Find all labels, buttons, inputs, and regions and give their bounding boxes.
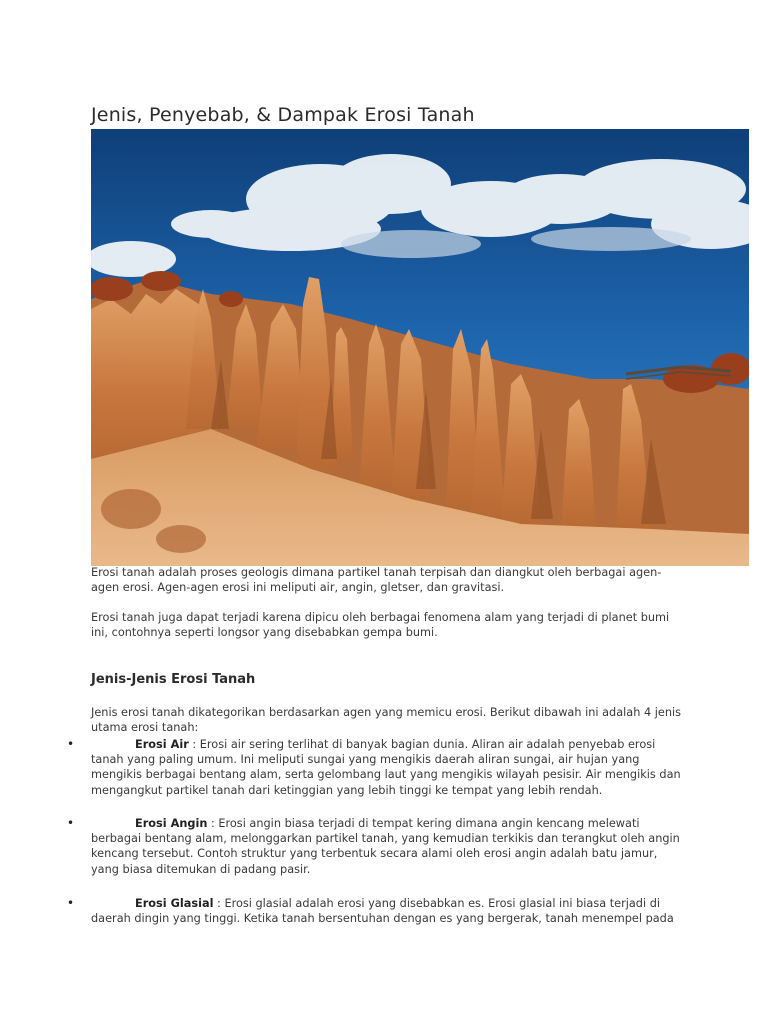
bullet-glyph: • [67,896,75,910]
list-item-text: : Erosi angin biasa terjadi di tempat kering dimana angin kencang melewati berbagai bentang alam, melonggarkan partikel tanah, yang kemudian terkikis dan terangkut oleh angin kencang tersebut. Contoh struktur yang terbentuk secara alami oleh erosi angin adalah batu jamur, yang biasa ditemukan di padang pasir. [91,817,680,876]
section-intro: Jenis erosi tanah dikategorikan berdasarkan agen yang memicu erosi. Berikut dibawah ini adalah 4 jenis utama erosi tanah: [91,706,682,735]
list-item [91,737,681,798]
page-title: Jenis, Penyebab, & Dampak Erosi Tanah [91,104,475,126]
bullet-glyph: • [67,737,75,751]
list-item [91,896,681,926]
intro-paragraph-2: Erosi tanah juga dapat terjadi karena dipicu oleh berbagai fenomena alam yang terjadi di planet bumi ini, contohnya seperti longsor yang disebabkan gempa bumi. [91,611,670,640]
list-item-term: Erosi Air [135,738,189,751]
bullet-glyph: • [67,816,75,830]
list-item [91,816,681,877]
list-item-text: : Erosi glasial adalah erosi yang disebabkan es. Erosi glasial ini biasa terjadi di daerah dingin yang tinggi. Ketika tanah bersentuhan dengan es yang bergerak, tanah menempel pada [91,897,674,926]
hero-image-earth-pyramids [91,129,749,566]
list-item-term: Erosi Glasial [135,897,214,910]
intro-paragraph-1: Erosi tanah adalah proses geologis dimana partikel tanah terpisah dan diangkut oleh berbagai agen-agen erosi. Agen-agen erosi ini meliputi air, angin, gletser, dan gravitasi. [91,566,662,595]
list-item-text: : Erosi air sering terlihat di banyak bagian dunia. Aliran air adalah penyebab erosi tanah yang paling umum. Ini meliputi sungai yang mengikis daerah aliran sungai, air hujan yang mengikis berbagai bentang alam, serta gelombang laut yang mengikis wilayah pesisir. Air mengikis dan mengangkut partikel tanah dari ketinggian yang lebih tinggi ke tempat yang lebih rendah. [91,738,681,797]
section-heading: Jenis-Jenis Erosi Tanah [91,672,256,687]
list-item-term: Erosi Angin [135,817,208,830]
